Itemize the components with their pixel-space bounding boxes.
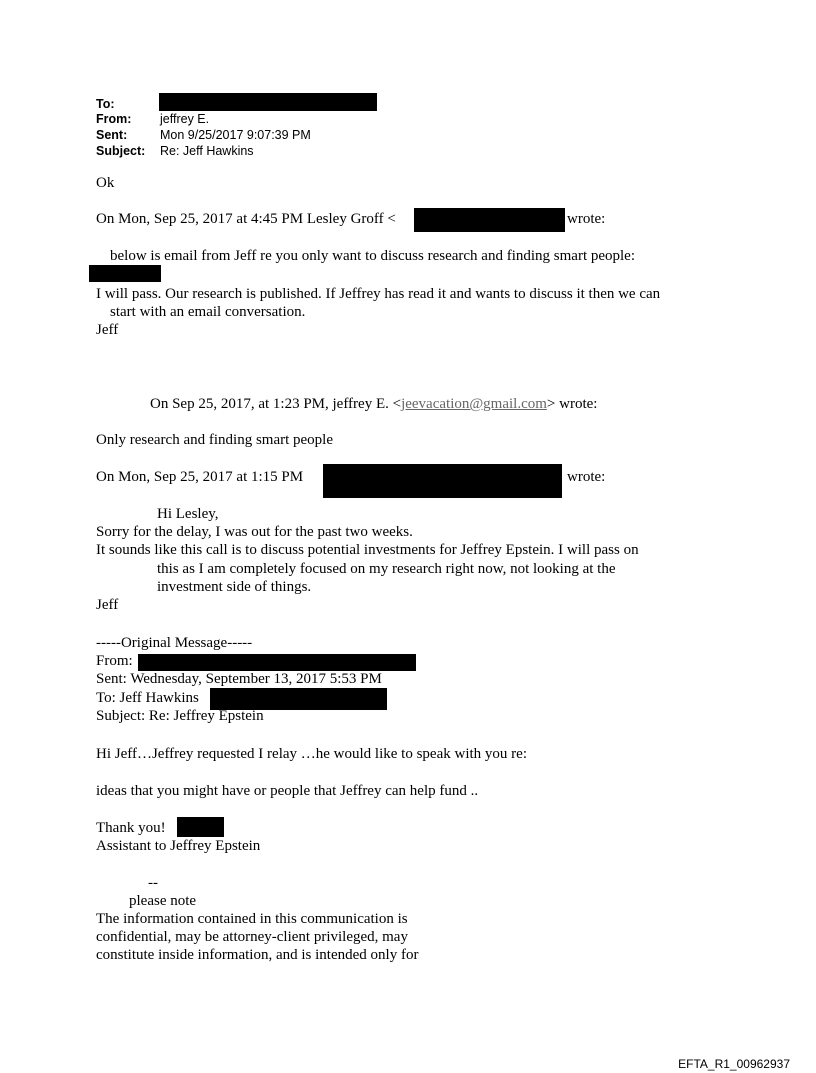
research-line: Only research and finding smart people	[96, 432, 334, 448]
jeff-sign2: Jeff	[96, 597, 119, 613]
assistant-line: Assistant to Jeffrey Epstein	[96, 838, 261, 854]
jeff-line1: I will pass. Our research is published. If Jeffrey has read it and wants to discuss it then we can	[96, 286, 661, 302]
sent-label: Sent:	[96, 128, 128, 142]
document-id: EFTA_R1_00962937	[678, 1057, 790, 1071]
please-note: please note	[129, 893, 197, 909]
quote1-prefix: On Mon, Sep 25, 2017 at 4:45 PM Lesley Groff <	[96, 211, 396, 227]
hi-jeff-line: Hi Jeff…Jeffrey requested I relay …he would like to speak with you re:	[96, 746, 527, 762]
quote1-suffix: wrote:	[567, 211, 606, 227]
redaction-lesley-email	[414, 208, 565, 232]
redaction-to	[159, 93, 377, 111]
to-label: To:	[96, 97, 115, 111]
orig-subject: Subject: Re: Jeffrey Epstein	[96, 708, 264, 724]
from-label: From:	[96, 112, 132, 126]
orig-to: To: Jeff Hawkins	[96, 690, 199, 706]
conf-line1: The information contained in this communication is	[96, 911, 408, 927]
jeff-line2: start with an email conversation.	[110, 304, 306, 320]
sent-value: Mon 9/25/2017 9:07:39 PM	[160, 128, 311, 142]
hi-lesley: Hi Lesley,	[157, 506, 219, 522]
conf-line3: constitute inside information, and is intended only for	[96, 947, 419, 963]
original-message-divider: -----Original Message-----	[96, 635, 253, 651]
subject-value: Re: Jeff Hawkins	[160, 144, 254, 158]
quote2-line	[150, 395, 597, 413]
redaction-signature	[177, 817, 224, 837]
jeff-sign1: Jeff	[96, 322, 119, 338]
thank-you: Thank you!	[96, 820, 166, 836]
quote3-suffix: wrote:	[567, 469, 606, 485]
lesley-intro: below is email from Jeff re you only want to discuss research and finding smart people:	[110, 248, 636, 264]
sounds-line1: It sounds like this call is to discuss potential investments for Jeffrey Epstein. I will pass on	[96, 542, 639, 558]
sounds-line2: this as I am completely focused on my research right now, not looking at the	[157, 561, 616, 577]
sounds-line3: investment side of things.	[157, 579, 312, 595]
ideas-line: ideas that you might have or people that Jeffrey can help fund ..	[96, 783, 479, 799]
redaction-jeff-email	[323, 464, 562, 498]
conf-line2: confidential, may be attorney-client privileged, may	[96, 929, 408, 945]
subject-label: Subject:	[96, 144, 146, 158]
signature-dashes: --	[148, 875, 158, 891]
reply-text: Ok	[96, 175, 115, 191]
sorry-line: Sorry for the delay, I was out for the past two weeks.	[96, 524, 413, 540]
from-value: jeffrey E.	[160, 112, 210, 126]
redaction-orig-from	[138, 654, 416, 671]
quote2-prefix: On Sep 25, 2017, at 1:23 PM, jeffrey E. <	[150, 396, 402, 412]
quote3-prefix: On Mon, Sep 25, 2017 at 1:15 PM	[96, 469, 304, 485]
redaction-small-1	[89, 265, 161, 282]
quote2-suffix: > wrote:	[546, 396, 598, 412]
quote2-email-link[interactable]: jeevacation@gmail.com	[401, 396, 547, 412]
orig-from: From:	[96, 653, 133, 669]
orig-sent: Sent: Wednesday, September 13, 2017 5:53 PM	[96, 671, 382, 687]
